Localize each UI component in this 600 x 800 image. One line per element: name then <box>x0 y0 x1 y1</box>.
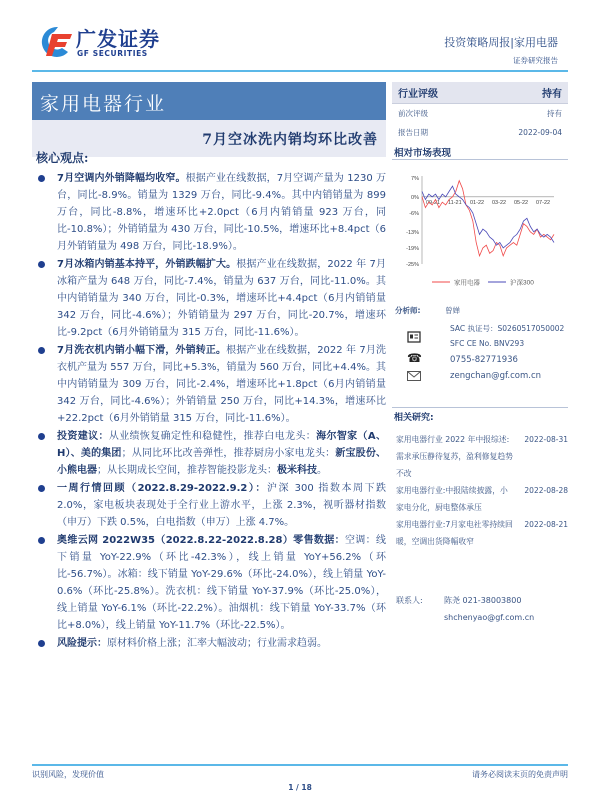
x-tick-label: 11-21 <box>448 199 462 206</box>
bullet-item <box>36 428 386 479</box>
analyst-name: 曾婵 <box>445 306 460 315</box>
report-date-value: 2022-09-04 <box>518 128 562 137</box>
analyst-phone: 0755-82771936 <box>450 355 518 365</box>
divider <box>392 407 568 408</box>
report-headline: 7月空冰洗内销均环比改善 <box>32 120 386 157</box>
bullet-item <box>36 342 386 427</box>
x-tick-label: 03-22 <box>492 199 507 206</box>
bullet-body: ；从同比环比改善弹性，推荐厨房小家电龙头： <box>121 448 336 459</box>
related-research-title: 相关研究: <box>394 413 434 423</box>
rating-box <box>392 82 568 142</box>
industry-title: 家用电器行业 <box>32 82 386 120</box>
bullet-body: 根据产业在线数据，7月空调产量为 1230 万台，同比-8.9%。销量为 1329 万台，同比-9.4%。其中内销销量为 899 万台，同比-8.8%，增速环比+2.0pct（6月内销销量 923 万台，同比-10.8%）；外销销量为 430 万台，同比-10.5%，增速环比+8.4pct（6月外销销量为 498 万台，同比-18.9%）。 <box>57 173 386 252</box>
y-tick-label: 7% <box>411 176 419 182</box>
bullet-dot-icon <box>38 175 45 182</box>
logo-text: 广发证券 <box>76 27 160 51</box>
contact-label: 联系人: <box>396 596 423 605</box>
legend-label: 沪深300 <box>510 279 534 287</box>
bullet-lead: 7月空调内外销降幅均收窄。 <box>57 173 186 184</box>
prev-rating-label: 前次评级 <box>398 109 428 118</box>
bullet-body: 根据产业在线数据，2022 年 7月洗衣机产量为 557 万台，同比+5.3%，销量为 560 万台，同比+4.4%。其中内销销量为 309 万台，同比-2.4%，增速环比+1.8pct（6月内销销量 342 万台，同比-4.6%）；外销销量 250 万台，同比+14.3%，增速环比+22.2pct（6月外销销量 315 万台，同比-11.6%）。 <box>57 345 386 424</box>
bullet-dot-icon <box>38 537 45 544</box>
bullet-dot-icon <box>38 261 45 268</box>
bullet-item <box>36 256 386 341</box>
related-title[interactable]: 家用电器行业:7月家电社零持续回暖，空调出货降幅收窄 <box>396 520 513 546</box>
report-type: 投资策略周报|家用电器 <box>444 36 558 49</box>
x-tick-label: 09-21 <box>426 199 441 206</box>
contact-name-phone: 陈尧 021-38003800 <box>444 596 522 605</box>
stock-pick: 海尔智家（A、H）、美的集团 <box>57 431 387 459</box>
x-tick-label: 01-22 <box>470 199 485 206</box>
footer-disclaimer: 请务必阅读末页的免责声明 <box>472 770 568 779</box>
bullet-lead: 7月冰箱内销基本持平，外销跌幅扩大。 <box>57 259 237 270</box>
related-item[interactable] <box>396 516 568 550</box>
report-category: 证券研究报告 <box>513 56 558 65</box>
bullet-body: 从业绩恢复确定性和稳健性，推荐白电龙头： <box>108 431 317 442</box>
phone-icon: ☎ <box>407 351 422 365</box>
divider <box>392 159 568 160</box>
bullet-body: 。 <box>317 465 327 476</box>
bullet-item <box>36 480 386 531</box>
y-tick-label: -19% <box>406 245 419 252</box>
sac-number: SAC 执证号：S0260517050002 <box>450 324 565 333</box>
gf-logo-icon <box>38 24 74 58</box>
bullet-dot-icon <box>38 347 45 354</box>
footer-slogan: 识别风险，发现价值 <box>32 770 104 779</box>
bullet-lead: 风险提示： <box>57 638 107 649</box>
related-title[interactable]: 家用电器行业:中报陆续披露，小家电分化，厨电整体承压 <box>396 486 508 512</box>
bullet-item <box>36 532 386 634</box>
y-tick-label: -25% <box>406 262 419 268</box>
footer-divider <box>32 764 568 766</box>
bullet-dot-icon <box>38 433 45 440</box>
y-tick-label: -6% <box>409 210 419 217</box>
contact-info <box>396 592 534 626</box>
legend-label: 家用电器 <box>454 279 480 287</box>
bullet-lead: 投资建议： <box>57 431 109 442</box>
bullet-body: 根据产业在线数据，2022 年 7月冰箱产量为 648 万台，同比-7.4%，销量为 637 万台，同比-11.0%。其中内销销量为 340 万台，同比-0.3%，增速环比+4.4pct（6月内销销量 342 万台，同比-4.6%）；外销销量为 297 万台，同比-20.7%，增速环比-9.2pct（6月外销销量为 315 万台，同比-11.6%）。 <box>57 259 386 338</box>
logo-text-en: GF SECURITIES <box>77 49 148 58</box>
rating-value: 持有 <box>542 89 562 100</box>
market-performance-title: 相对市场表现 <box>394 148 452 159</box>
related-title[interactable]: 家用电器行业 2022 年中报综述:需求承压静待复苏，盈利修复趋势不改 <box>396 435 513 478</box>
contact-email[interactable]: shchenyao@gf.com.cn <box>444 613 535 622</box>
sfc-number: SFC CE No. BNV293 <box>450 339 525 348</box>
bullet-body: 原材料价格上涨；汇率大幅波动；行业需求趋弱。 <box>107 638 327 649</box>
x-tick-label: 05-22 <box>514 199 529 206</box>
bullet-body: 沪深 300 指数本周下跌 2.0%，家电板块表现处于全行业上游水平，上涨 2.3%，视听器材指数（申万）下跌 0.5%，白电指数（申万）上涨 4.7%。 <box>57 483 386 528</box>
rating-label: 行业评级 <box>398 89 438 100</box>
id-card-icon <box>407 331 421 343</box>
related-date: 2022-08-28 <box>524 486 568 495</box>
series-line-1 <box>422 186 554 248</box>
email-icon <box>407 371 421 381</box>
bullet-body: ；从长期成长空间，推荐智能投影龙头： <box>97 465 277 476</box>
related-item[interactable] <box>396 431 568 482</box>
bullet-item <box>36 635 386 652</box>
relative-performance-chart <box>392 168 568 288</box>
analyst-email[interactable]: zengchan@gf.com.cn <box>450 371 542 381</box>
stock-pick: 极米科技 <box>277 465 317 476</box>
stock-pick: 新宝股份、小熊电器 <box>57 448 387 476</box>
series-line-0 <box>422 181 554 256</box>
page-number: 1 / 18 <box>288 783 312 792</box>
bullet-body: 空调：线下销量 YoY-22.9%（环比-42.3%），线上销量 YoY+56.2%（环比-56.7%）。冰箱：线下销量 YoY-29.6%（环比-24.0%），线上销量 YoY-0.6%（环比-25.8%）。洗衣机：线下销量 YoY-37.9%（环比-25.0%），线上销量 YoY-6.1%（环比-22.2%）。油烟机：线下销量 YoY-33.7%（环比+8.0%），线上销量 YoY-11.7%（环比-22.5%）。 <box>57 535 386 631</box>
header-divider <box>32 70 568 72</box>
x-tick-label: 07-22 <box>536 199 551 206</box>
related-item[interactable] <box>396 482 568 516</box>
core-views-title: 核心观点: <box>36 151 89 165</box>
bullet-lead: 奥维云网 2022W35（2022.8.22-2022.8.28）零售数据： <box>57 535 345 546</box>
bullet-dot-icon <box>38 485 45 492</box>
related-date: 2022-08-21 <box>524 520 568 529</box>
bullet-dot-icon <box>38 640 45 647</box>
core-views-list <box>36 170 386 653</box>
y-tick-label: 0% <box>411 194 419 201</box>
bullet-lead: 7月洗衣机内销小幅下滑，外销转正。 <box>57 345 227 356</box>
related-research-list <box>396 431 568 550</box>
analyst-label: 分析师: <box>395 306 421 315</box>
prev-rating-value: 持有 <box>547 109 562 118</box>
report-date-label: 报告日期 <box>398 128 428 137</box>
y-tick-label: -13% <box>406 229 419 236</box>
bullet-lead: 一周行情回顾（2022.8.29-2022.9.2）： <box>57 483 267 494</box>
related-date: 2022-08-31 <box>524 435 568 444</box>
bullet-item <box>36 170 386 255</box>
